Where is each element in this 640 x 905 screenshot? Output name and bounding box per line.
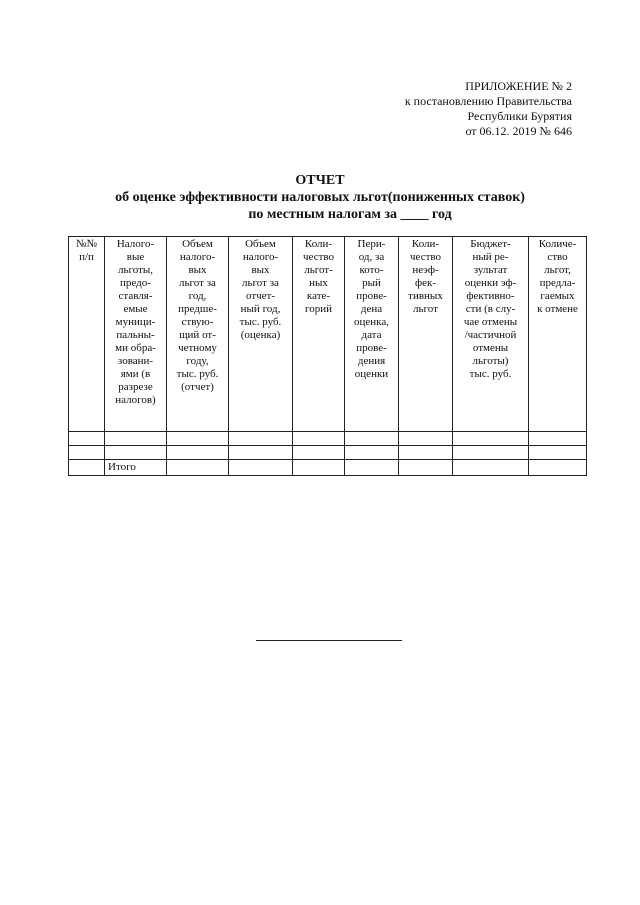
table-cell	[345, 460, 399, 476]
table-cell	[529, 432, 587, 446]
appendix-line-4: от 06.12. 2019 № 646	[465, 124, 572, 138]
table-cell	[453, 446, 529, 460]
table-cell	[529, 460, 587, 476]
appendix-line-1: ПРИЛОЖЕНИЕ № 2	[465, 79, 572, 93]
header-cell-previous-year-volume: Объем налого- вых льгот за год, предше- ствую- щий от- четному году, тыс. руб. (отчет)	[167, 237, 229, 432]
table-cell	[105, 432, 167, 446]
header-cell-reporting-year-volume: Объем налого- вых льгот за отчет- ный год, тыс. руб. (оценка)	[229, 237, 293, 432]
table-cell	[167, 460, 229, 476]
table-cell	[453, 460, 529, 476]
table-cell	[69, 446, 105, 460]
table-cell	[345, 432, 399, 446]
title-main: ОТЧЕТ	[295, 173, 345, 188]
table-cell	[453, 432, 529, 446]
table-cell	[293, 446, 345, 460]
table-cell	[293, 432, 345, 446]
report-table-container	[68, 236, 586, 476]
table-cell	[399, 460, 453, 476]
table-cell	[529, 446, 587, 460]
appendix-block	[292, 79, 572, 139]
table-cell	[167, 446, 229, 460]
table-row-total	[69, 460, 587, 476]
header-cell-proposed-cancel: Количе- ство льгот, предла- гаемых к отмене	[529, 237, 587, 432]
table-row	[69, 432, 587, 446]
table-cell	[229, 460, 293, 476]
appendix-line-3: Республики Бурятия	[467, 109, 572, 123]
table-header-row	[69, 237, 587, 432]
appendix-line-2: к постановлению Правительства	[404, 94, 572, 108]
title-line-2: об оценке эффективности налоговых льгот(пониженных ставок)	[115, 190, 525, 205]
document-title	[0, 172, 640, 223]
table-cell	[345, 446, 399, 460]
header-cell-budget-result: Бюджет- ный ре- зультат оценки эф- фективно- сти (в слу- чае отмены /частичной отмены льготы) тыс. руб.	[453, 237, 529, 432]
table-cell	[69, 460, 105, 476]
table-cell	[167, 432, 229, 446]
report-table	[68, 236, 587, 476]
title-line-3: по местным налогам за ____ год	[248, 207, 452, 222]
table-cell	[105, 446, 167, 460]
table-cell	[399, 446, 453, 460]
header-cell-assessment-period: Пери- од, за кото- рый прове- дена оценка, дата прове- дения оценки	[345, 237, 399, 432]
total-label: Итого	[105, 460, 167, 476]
signature-line	[256, 640, 402, 641]
table-cell	[399, 432, 453, 446]
header-cell-tax-benefits: Налого- вые льготы, предо- ставля- емые муници- пальны- ми обра- зовани- ями (в разрезе налогов)	[105, 237, 167, 432]
table-cell	[229, 446, 293, 460]
table-cell	[69, 432, 105, 446]
table-cell	[229, 432, 293, 446]
header-cell-categories-count: Коли- чество льгот- ных кате- горий	[293, 237, 345, 432]
header-cell-ineffective-count: Коли- чество неэф- фек- тивных льгот	[399, 237, 453, 432]
table-row	[69, 446, 587, 460]
header-cell-number: №№ п/п	[69, 237, 105, 432]
table-cell	[293, 460, 345, 476]
